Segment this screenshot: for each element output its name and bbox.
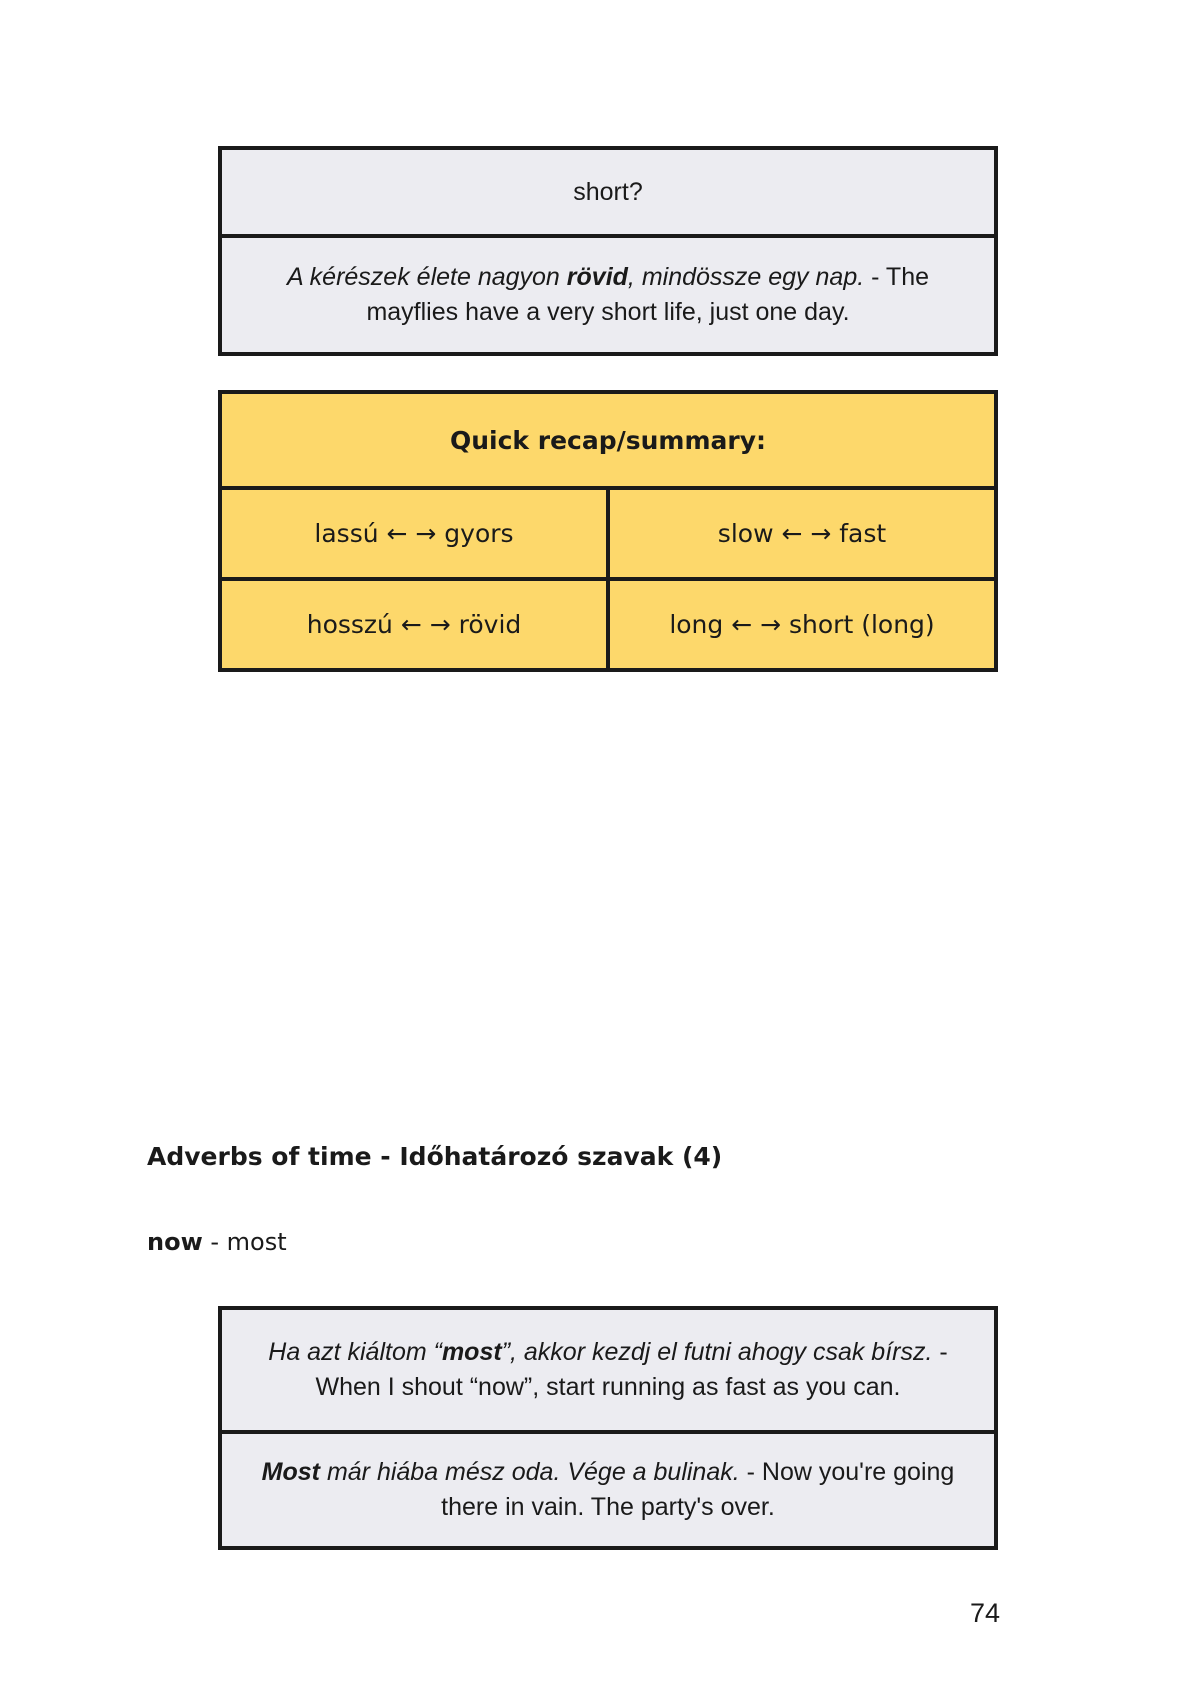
hungarian-italic-part: ”, akkor kezdj el futni ahogy csak bírsz. — [501, 1338, 933, 1366]
recap-hungarian-text: hosszú ← → rövid — [306, 610, 522, 639]
page-number: 74 — [969, 1598, 1000, 1628]
header-text: short? — [573, 177, 643, 206]
recap-english-text: slow ← → fast — [717, 519, 887, 548]
english-translation: - The mayflies have a very short life, just one day. — [366, 263, 930, 326]
hungarian-italic-part: , mindössze egy nap. — [627, 263, 865, 291]
recap-hungarian-cell — [222, 581, 606, 668]
table-header-cell — [222, 150, 994, 234]
highlighted-word: most — [441, 1338, 502, 1366]
vocabulary-translation: most — [226, 1228, 287, 1256]
recap-title: Quick recap/summary: — [449, 425, 767, 455]
recap-title-cell — [222, 394, 994, 486]
example-sentence — [244, 1335, 972, 1405]
english-translation: - When I shout “now”, start running as fast as you can. — [315, 1338, 948, 1401]
recap-english-text: long ← → short (long) — [669, 610, 935, 639]
highlighted-word: rövid — [566, 263, 628, 291]
example-table-short — [218, 146, 998, 356]
english-translation: - Now you're going there in vain. The party's over. — [441, 1458, 955, 1521]
section-heading: Adverbs of time - Időhatározó szavak (4) — [147, 1142, 723, 1171]
example-sentence — [244, 1455, 972, 1525]
hungarian-italic-part: már hiába mész oda. Vége a bulinak. — [320, 1458, 740, 1486]
example-sentence-cell — [222, 234, 994, 352]
recap-hungarian-text: lassú ← → gyors — [314, 519, 514, 548]
hungarian-italic-part: A kérészek élete nagyon — [286, 263, 567, 291]
entry-separator: - — [202, 1228, 227, 1256]
vocabulary-word: now — [147, 1228, 203, 1256]
recap-table — [218, 390, 998, 672]
vocabulary-entry — [147, 1228, 287, 1256]
recap-english-cell — [606, 490, 994, 577]
recap-english-cell — [606, 581, 994, 668]
recap-row — [222, 577, 994, 668]
highlighted-word: Most — [261, 1458, 320, 1486]
recap-hungarian-cell — [222, 490, 606, 577]
hungarian-italic-part: Ha azt kiáltom “ — [268, 1338, 442, 1366]
example-sentence — [244, 260, 972, 330]
example-sentence-cell — [222, 1430, 994, 1546]
example-table-now — [218, 1306, 998, 1550]
recap-row — [222, 486, 994, 577]
example-sentence-cell — [222, 1310, 994, 1430]
